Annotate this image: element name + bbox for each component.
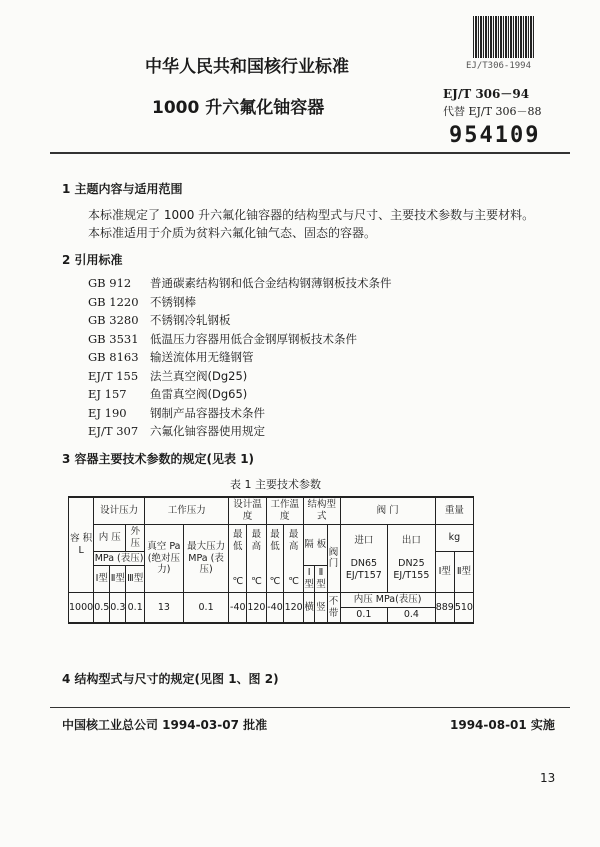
cell: -40 [266,593,284,623]
th-p-type1: Ⅰ型 [94,566,110,593]
org-title: 中华人民共和国核行业标准 [145,57,349,77]
ref-code: GB 1220 [88,294,139,309]
ref-name: 鱼雷真空阀(Dg65) [150,387,248,401]
section-2-title: 2 引用标准 [62,253,123,267]
cell: 竖 [315,593,327,623]
table-row [69,593,474,608]
parameters-table [68,496,474,624]
footer-rule [50,707,570,708]
spec: DN65 EJ/T157 [345,558,382,582]
ref-code: EJ/T 155 [88,368,139,383]
ref-code: EJ 157 [88,387,127,401]
ref-name: 输送流体用无缝钢管 [150,350,254,364]
label: 进口 [354,534,374,546]
th-work-pressure: 工作压力 [145,497,229,524]
reference-item [88,331,392,350]
th-b-type2: Ⅱ型 [315,566,327,593]
reference-item [88,312,392,331]
cell: 120 [284,593,303,623]
label: 最高 [288,528,299,552]
label: 最低 [233,528,243,552]
ref-code: GB 912 [88,276,132,290]
section-3-title: 3 容器主要技术参数的规定(见表 1) [62,452,255,466]
header-rule [50,152,570,154]
reference-list [88,275,392,442]
label: 最低 [270,528,280,552]
ref-code: EJ/T 307 [88,424,139,438]
reference-item [88,349,392,368]
serial-number: 954109 [449,123,541,148]
unit: ℃ [269,576,281,588]
th-inlet [340,524,388,592]
cell: 510 [454,593,473,623]
cell: 0.1 [340,608,388,623]
cell: 0.1 [183,593,229,623]
th-outlet [388,524,436,592]
cell: 0.3 [110,593,126,623]
unit: ℃ [251,576,262,588]
s1-para-1: 本标准规定了 1000 升六氟化铀容器的结构型式与尺寸、主要技术参数与主要材料。 [88,208,535,222]
reference-item [88,386,392,405]
ref-name: 不锈钢冷轧钢板 [150,313,231,327]
cell: 13 [145,593,184,623]
th-baffle: 隔 板 [303,524,327,566]
th-design-pressure: 设计压力 [94,497,145,524]
th-p-type3: Ⅲ型 [126,566,145,593]
th-kg: kg [435,524,473,551]
cell: 内压 MPa(表压) [340,593,435,608]
ref-code: GB 3531 [88,331,139,346]
ref-code: EJ 190 [88,405,127,420]
cell: 120 [247,593,266,623]
ref-name: 低温压力容器用低合金钢厚钢板技术条件 [150,331,357,346]
cell: 不带 [327,593,340,623]
cell: -40 [229,593,247,623]
ref-name: 六氟化铀容器使用规定 [150,424,265,438]
reference-item [88,294,392,313]
th-dt-low [229,524,247,592]
ref-code: GB 3280 [88,313,139,327]
reference-item [88,368,392,387]
th-outer: 外 压 [126,524,145,551]
th-valve-col: 阀 门 [327,524,340,592]
th-weight: 重量 [435,497,473,524]
ref-code: GB 8163 [88,350,139,364]
label: 最高 [251,528,262,552]
th-design-temp: 设计温度 [229,497,266,524]
page-number: 13 [540,771,556,785]
doc-title: 1000 升六氟化铀容器 [152,98,325,118]
th-w-type2: Ⅱ型 [454,551,473,593]
label: 出口 [401,534,421,546]
cell: 0.5 [94,593,110,623]
cell: 横 [303,593,315,623]
section-4-title: 4 结构型式与尺寸的规定(见图 1、图 2) [62,672,279,686]
unit: ℃ [232,576,244,588]
th-valves: 阀 门 [340,497,435,524]
cell-volume: 1000 [69,593,94,623]
th-inner: 内 压 [94,524,126,551]
th-wt-high [284,524,303,592]
barcode [473,16,535,58]
reference-item [88,423,392,442]
cell: 0.4 [388,608,436,623]
section-1-title: 1 主题内容与适用范围 [62,182,183,196]
th-volume: 容 积 L [69,497,94,593]
barcode-text: EJ/T306-1994 [466,61,532,71]
reference-item [88,405,392,424]
th-max-pressure: 最大压力 MPa (表压) [183,524,229,592]
unit: ℃ [288,576,299,588]
cell: 889 [435,593,454,623]
th-wt-low [266,524,284,592]
th-dt-high [247,524,266,592]
th-mpa: MPa (表压) [94,551,145,566]
ref-name: 不锈钢棒 [150,294,196,309]
standard-code: EJ/T 306－94 [443,87,530,101]
th-vacuum: 真空 Pa (绝对压力) [145,524,184,592]
ref-name: 钢制产品容器技术条件 [150,405,265,420]
th-w-type1: Ⅰ型 [435,551,454,593]
th-work-temp: 工作温度 [266,497,303,524]
approval: 中国核工业总公司 1994-03-07 批准 [62,718,268,732]
spec: DN25 EJ/T155 [393,558,430,582]
th-structure: 结构型式 [303,497,340,524]
effective-date: 1994-08-01 实施 [450,718,555,732]
replaces: 代替 EJ/T 306－88 [443,105,542,118]
ref-name: 法兰真空阀(Dg25) [150,368,248,383]
ref-name: 普通碳素结构钢和低合金结构钢薄钢板技术条件 [150,276,392,290]
cell: 0.1 [126,593,145,623]
table-caption: 表 1 主要技术参数 [230,478,321,491]
th-b-type1: Ⅰ型 [303,566,315,593]
s1-para-2: 本标准适用于介质为贫料六氟化铀气态、固态的容器。 [88,226,377,240]
reference-item [88,275,392,294]
th-p-type2: Ⅱ型 [110,566,126,593]
